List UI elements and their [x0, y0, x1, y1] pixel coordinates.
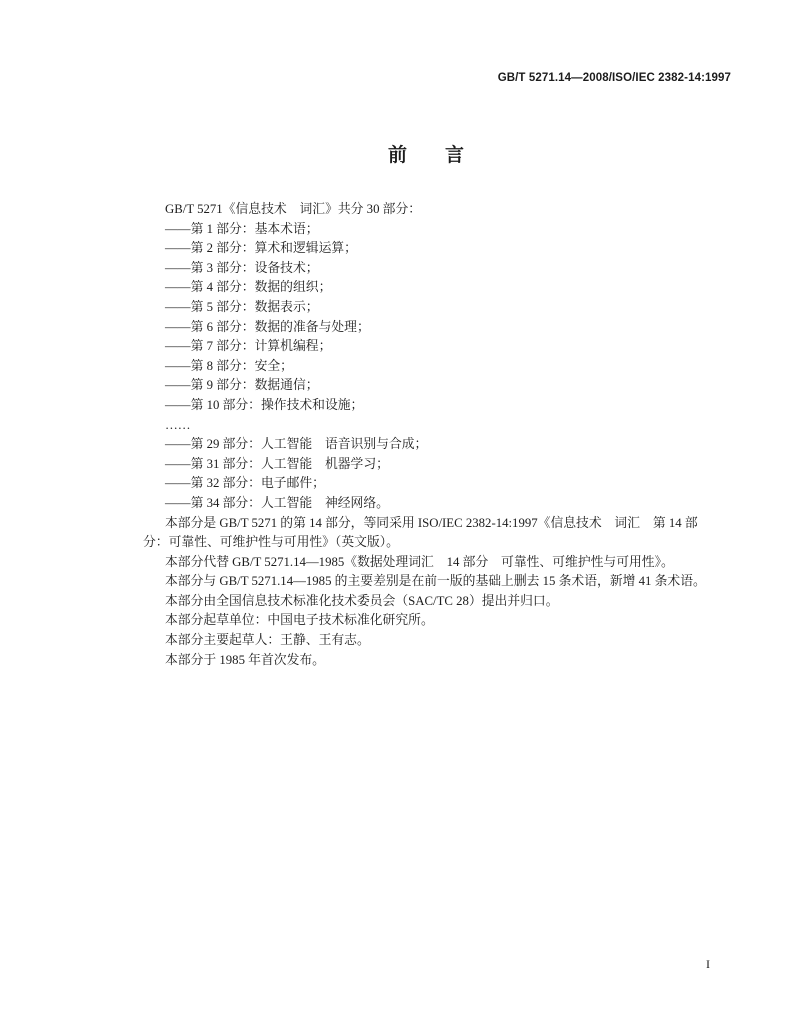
parts-list-item: ——第 2 部分：算术和逻辑运算；	[165, 241, 357, 256]
parts-list-item: ——第 9 部分：数据通信；	[165, 378, 319, 393]
parts-list	[143, 220, 743, 514]
parts-list-item: ——第 1 部分：基本术语；	[165, 221, 319, 236]
parts-list-ellipsis: ……	[165, 417, 191, 432]
parts-list-item: ——第 5 部分：数据表示；	[165, 299, 319, 314]
parts-list-item: ——第 3 部分：设备技术；	[165, 260, 319, 275]
paragraph-drafters: 本部分主要起草人：王静、王有志。	[165, 633, 370, 648]
parts-list-item: ——第 32 部分：电子邮件；	[165, 476, 325, 491]
parts-list-item: ——第 34 部分：人工智能 神经网络。	[165, 495, 389, 510]
parts-list-item: ——第 8 部分：安全；	[165, 358, 293, 373]
paragraph-equivalence	[143, 514, 743, 553]
page-title: 前 言	[388, 145, 465, 166]
parts-list-item: ——第 6 部分：数据的准备与处理；	[165, 319, 370, 334]
paragraph-line: 分：可靠性、可维护性与可用性》（英文版）。	[143, 535, 399, 550]
paragraph-differences: 本部分与 GB/T 5271.14—1985 的主要差别是在前一版的基础上删去 15 条术语，新增 41 条术语。	[165, 574, 706, 589]
parts-list-item: ——第 29 部分：人工智能 语音识别与合成；	[165, 437, 428, 452]
parts-list-item: ——第 4 部分：数据的组织；	[165, 280, 332, 295]
parts-list-item: ——第 31 部分：人工智能 机器学习；	[165, 456, 389, 471]
parts-list-item: ——第 7 部分：计算机编程；	[165, 339, 332, 354]
paragraph-drafting-unit: 本部分起草单位：中国电子技术标准化研究所。	[165, 613, 434, 628]
parts-list-item: ——第 10 部分：操作技术和设施；	[165, 397, 364, 412]
paragraph-replaces: 本部分代替 GB/T 5271.14—1985《数据处理词汇 14 部分 可靠性、可维护性与可用性》。	[165, 554, 674, 569]
preface-body	[143, 200, 743, 670]
page-number: I	[706, 957, 710, 971]
paragraph-line: 本部分是 GB/T 5271 的第 14 部分，等同采用 ISO/IEC 2382-14:1997《信息技术 词汇 第 14 部	[165, 515, 698, 530]
paragraph-proposer: 本部分由全国信息技术标准化技术委员会（SAC/TC 28）提出并归口。	[165, 593, 559, 608]
intro-line: GB/T 5271《信息技术 词汇》共分 30 部分：	[165, 202, 422, 216]
standard-number-header: GB/T 5271.14—2008/ISO/IEC 2382-14:1997	[497, 72, 731, 84]
paragraph-first-release: 本部分于 1985 年首次发布。	[165, 652, 325, 667]
